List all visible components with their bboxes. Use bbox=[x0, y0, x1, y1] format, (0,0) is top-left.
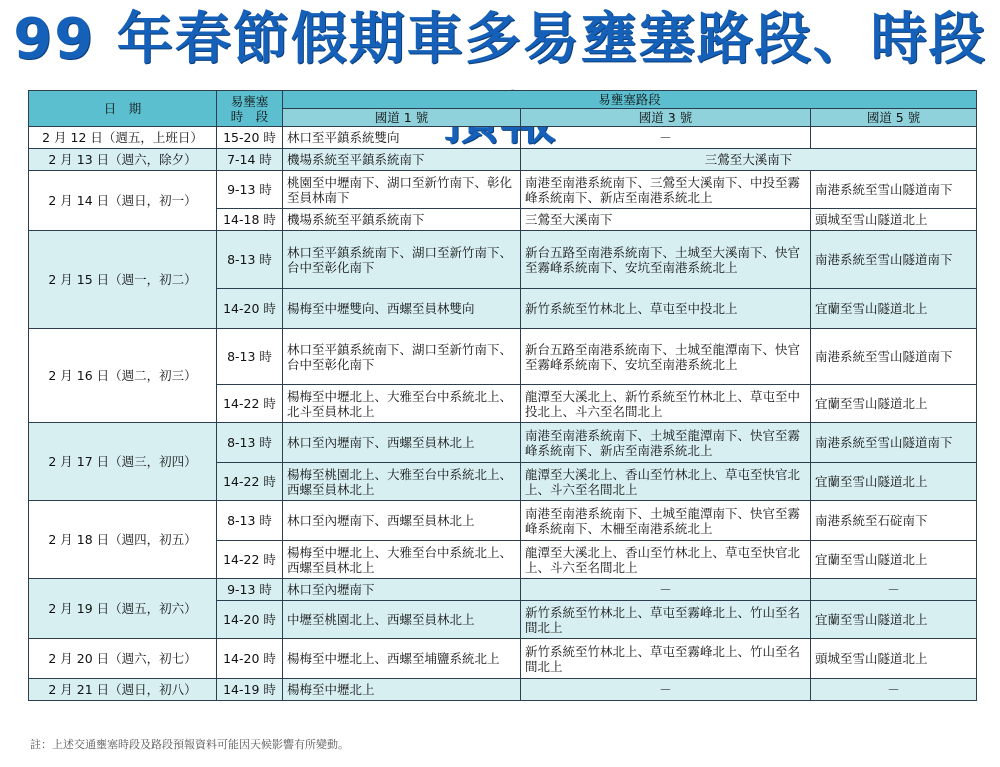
n1-cell: 林口至內壢南下、西螺至員林北上 bbox=[283, 423, 521, 463]
n5-cell bbox=[811, 127, 977, 149]
time-cell: 9-13 時 bbox=[217, 579, 283, 601]
n1-cell: 機場系統至平鎮系統南下 bbox=[283, 209, 521, 231]
time-cell: 14-22 時 bbox=[217, 541, 283, 579]
time-cell: 14-20 時 bbox=[217, 289, 283, 329]
header-row-1 bbox=[29, 91, 977, 109]
page-title: 99 年春節假期車多易壅塞路段、時段 bbox=[13, 7, 987, 72]
date-cell: 2 月 14 日（週日，初一） bbox=[29, 171, 217, 231]
table-row bbox=[29, 149, 977, 171]
date-cell: 2 月 13 日（週六，除夕） bbox=[29, 149, 217, 171]
n1-cell: 林口至內壢南下、西螺至員林北上 bbox=[283, 501, 521, 541]
time-cell: 8-13 時 bbox=[217, 329, 283, 385]
n1-cell: 楊梅至中壢北上 bbox=[283, 679, 521, 701]
n5-cell: － bbox=[811, 579, 977, 601]
table-row bbox=[29, 127, 977, 149]
date-cell: 2 月 19 日（週五，初六） bbox=[29, 579, 217, 639]
n1-cell: 楊梅至中壢北上、西螺至埔鹽系統北上 bbox=[283, 639, 521, 679]
date-cell: 2 月 17 日（週三，初四） bbox=[29, 423, 217, 501]
date-cell: 2 月 12 日（週五，上班日） bbox=[29, 127, 217, 149]
n5-cell: 宜蘭至雪山隧道北上 bbox=[811, 289, 977, 329]
n3-cell: 新台五路至南港系統南下、土城至龍潭南下、快官至霧峰系統南下、安坑至南港系統北上 bbox=[521, 329, 811, 385]
header-time: 易壅塞 時 段 bbox=[217, 91, 283, 127]
n5-cell: － bbox=[811, 679, 977, 701]
n1-cell: 林口至內壢南下 bbox=[283, 579, 521, 601]
n1-cell: 林口至平鎮系統南下、湖口至新竹南下、台中至彰化南下 bbox=[283, 231, 521, 289]
table-row bbox=[29, 423, 977, 463]
n1-cell: 楊梅至中壢北上、大雅至台中系統北上、西螺至員林北上 bbox=[283, 541, 521, 579]
time-cell: 7-14 時 bbox=[217, 149, 283, 171]
footnote: 註：上述交通壅塞時段及路段預報資料可能因天候影響有所變動。 bbox=[30, 738, 349, 751]
n3-cell: － bbox=[521, 579, 811, 601]
n1-cell: 楊梅至中壢北上、大雅至台中系統北上、北斗至員林北上 bbox=[283, 385, 521, 423]
n5-cell: 南港系統至雪山隧道南下 bbox=[811, 231, 977, 289]
header-section: 易壅塞路段 bbox=[283, 91, 977, 109]
date-cell: 2 月 16 日（週二，初三） bbox=[29, 329, 217, 423]
n3-cell: － bbox=[521, 127, 811, 149]
n5-cell: 南港系統至石碇南下 bbox=[811, 501, 977, 541]
n5-cell: 宜蘭至雪山隧道北上 bbox=[811, 385, 977, 423]
n3-cell: 新台五路至南港系統南下、土城至大溪南下、快官至霧峰系統南下、安坑至南港系統北上 bbox=[521, 231, 811, 289]
n3-cell: 新竹系統至竹林北上、草屯至霧峰北上、竹山至名間北上 bbox=[521, 639, 811, 679]
time-cell: 8-13 時 bbox=[217, 501, 283, 541]
n3-cell: 龍潭至大溪北上、香山至竹林北上、草屯至快官北上、斗六至名間北上 bbox=[521, 463, 811, 501]
n3-cell: 南港至南港系統南下、土城至龍潭南下、快官至霧峰系統南下、木柵至南港系統北上 bbox=[521, 501, 811, 541]
n5-cell: 頭城至雪山隧道北上 bbox=[811, 209, 977, 231]
n3-cell: － bbox=[521, 679, 811, 701]
n3-cell: 南港至南港系統南下、土城至龍潭南下、快官至霧峰系統南下、新店至南港系統北上 bbox=[521, 423, 811, 463]
n3-n5-cell: 三鶯至大溪南下 bbox=[521, 149, 977, 171]
n5-cell: 宜蘭至雪山隧道北上 bbox=[811, 463, 977, 501]
date-cell: 2 月 18 日（週四，初五） bbox=[29, 501, 217, 579]
n5-cell: 頭城至雪山隧道北上 bbox=[811, 639, 977, 679]
n1-cell: 楊梅至桃園北上、大雅至台中系統北上、西螺至員林北上 bbox=[283, 463, 521, 501]
table-row bbox=[29, 329, 977, 385]
forecast-table-container bbox=[28, 90, 976, 701]
forecast-table bbox=[28, 90, 977, 701]
date-cell: 2 月 20 日（週六，初七） bbox=[29, 639, 217, 679]
time-cell: 14-22 時 bbox=[217, 463, 283, 501]
n3-cell: 新竹系統至竹林北上、草屯至中投北上 bbox=[521, 289, 811, 329]
n3-cell: 龍潭至大溪北上、香山至竹林北上、草屯至快官北上、斗六至名間北上 bbox=[521, 541, 811, 579]
time-cell: 8-13 時 bbox=[217, 423, 283, 463]
table-row bbox=[29, 231, 977, 289]
time-cell: 14-22 時 bbox=[217, 385, 283, 423]
n3-cell: 新竹系統至竹林北上、草屯至霧峰北上、竹山至名間北上 bbox=[521, 601, 811, 639]
table-row bbox=[29, 639, 977, 679]
time-cell: 14-18 時 bbox=[217, 209, 283, 231]
n3-cell: 南港至南港系統南下、三鶯至大溪南下、中投至霧峰系統南下、新店至南港系統北上 bbox=[521, 171, 811, 209]
n1-cell: 林口至平鎮系統雙向 bbox=[283, 127, 521, 149]
header-date: 日 期 bbox=[29, 91, 217, 127]
n5-cell: 南港系統至雪山隧道南下 bbox=[811, 171, 977, 209]
n5-cell: 宜蘭至雪山隧道北上 bbox=[811, 541, 977, 579]
header-n5: 國道 5 號 bbox=[811, 109, 977, 127]
table-row bbox=[29, 501, 977, 541]
n1-cell: 林口至平鎮系統南下、湖口至新竹南下、台中至彰化南下 bbox=[283, 329, 521, 385]
table-row bbox=[29, 679, 977, 701]
n3-cell: 三鶯至大溪南下 bbox=[521, 209, 811, 231]
time-cell: 14-20 時 bbox=[217, 601, 283, 639]
n1-cell: 機場系統至平鎮系統南下 bbox=[283, 149, 521, 171]
header-n3: 國道 3 號 bbox=[521, 109, 811, 127]
header-n1: 國道 1 號 bbox=[283, 109, 521, 127]
n1-cell: 楊梅至中壢雙向、西螺至員林雙向 bbox=[283, 289, 521, 329]
table-row bbox=[29, 171, 977, 209]
n3-cell: 龍潭至大溪北上、新竹系統至竹林北上、草屯至中投北上、斗六至名間北上 bbox=[521, 385, 811, 423]
n1-cell: 桃園至中壢南下、湖口至新竹南下、彰化至員林南下 bbox=[283, 171, 521, 209]
time-cell: 9-13 時 bbox=[217, 171, 283, 209]
time-cell: 14-19 時 bbox=[217, 679, 283, 701]
n5-cell: 宜蘭至雪山隧道北上 bbox=[811, 601, 977, 639]
time-cell: 14-20 時 bbox=[217, 639, 283, 679]
n1-cell: 中壢至桃園北上、西螺至員林北上 bbox=[283, 601, 521, 639]
n5-cell: 南港系統至雪山隧道南下 bbox=[811, 423, 977, 463]
table-row bbox=[29, 579, 977, 601]
time-cell: 8-13 時 bbox=[217, 231, 283, 289]
n5-cell: 南港系統至雪山隧道南下 bbox=[811, 329, 977, 385]
date-cell: 2 月 21 日（週日，初八） bbox=[29, 679, 217, 701]
time-cell: 15-20 時 bbox=[217, 127, 283, 149]
date-cell: 2 月 15 日（週一，初二） bbox=[29, 231, 217, 329]
